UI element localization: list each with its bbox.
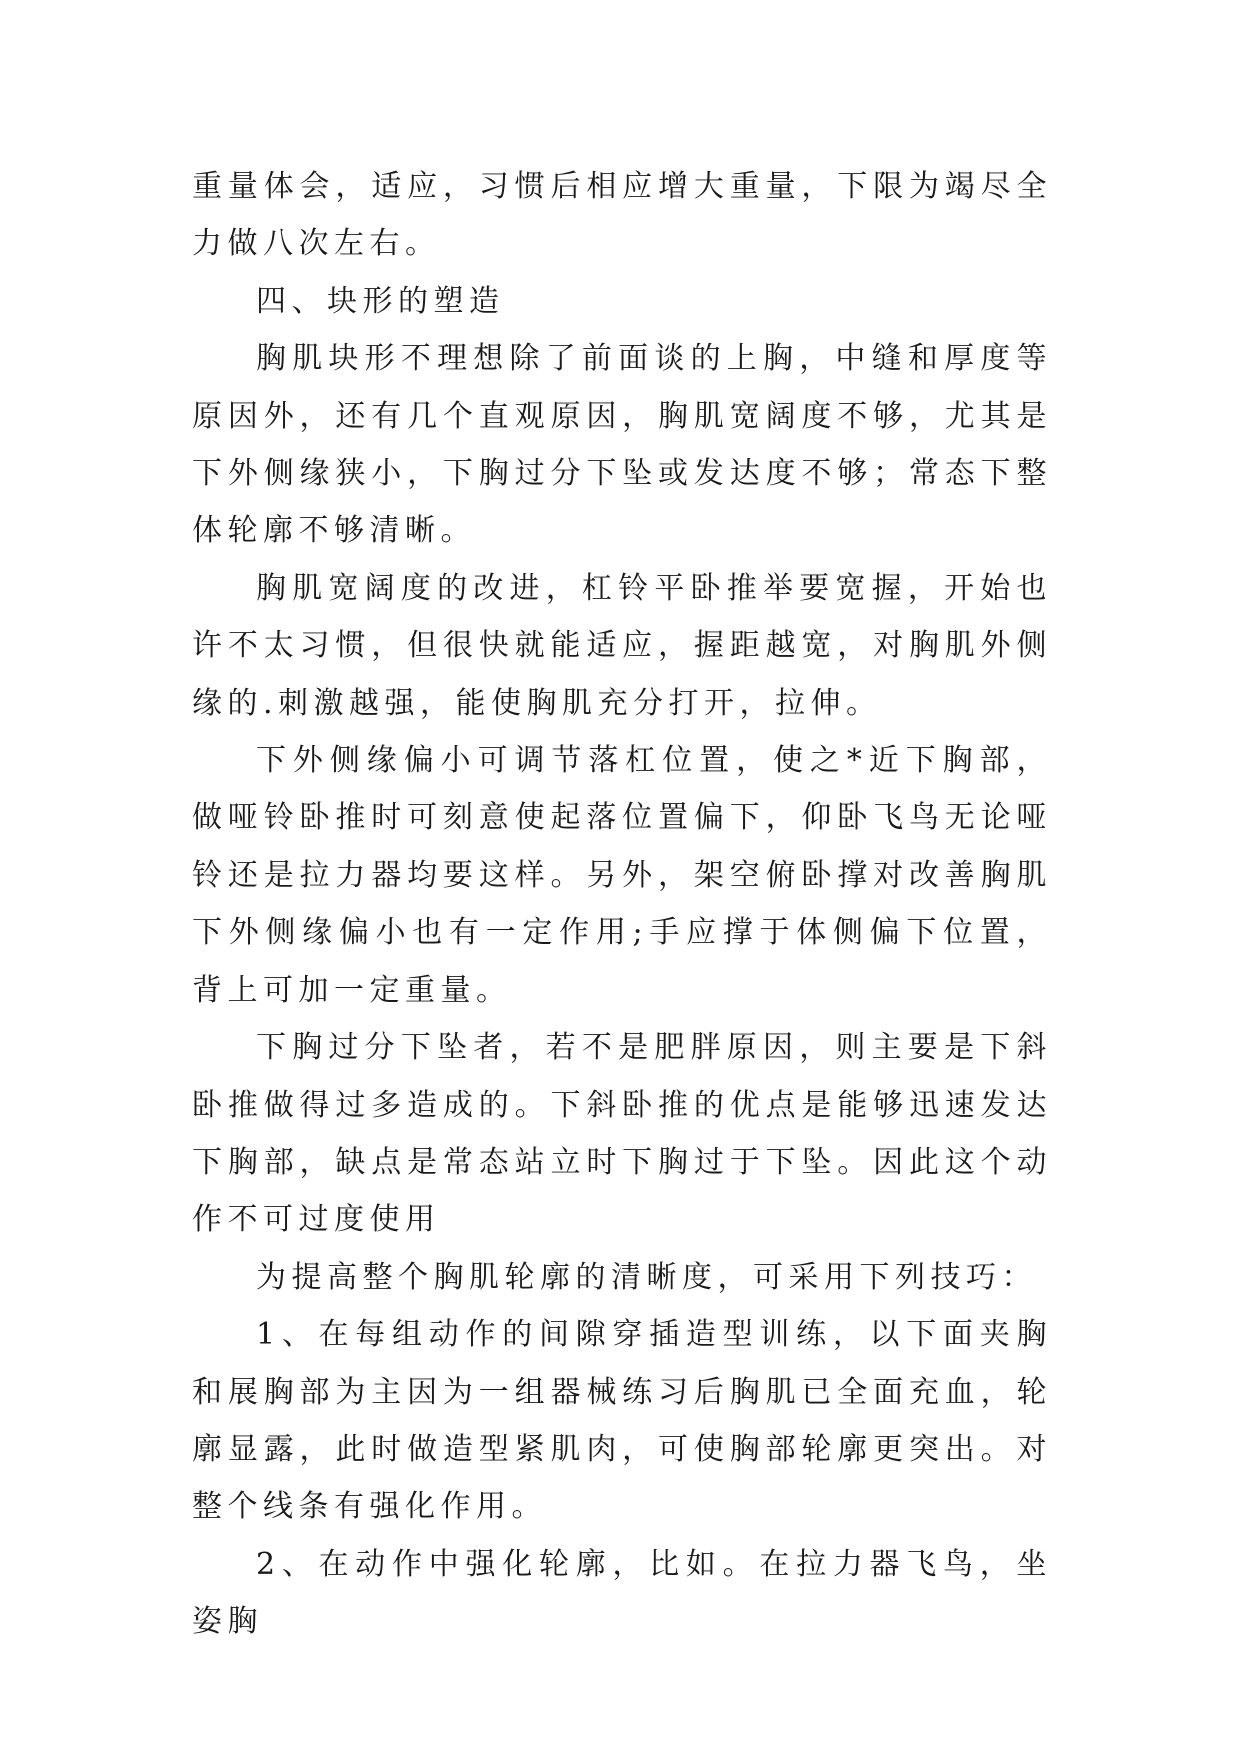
paragraph: 为提高整个胸肌轮廓的清晰度，可采用下列技巧： — [256, 1259, 1037, 1295]
document-body — [192, 158, 1052, 1651]
list-item: 2、在动作中强化轮廓，比如。在拉力器飞鸟，坐姿胸 — [192, 1546, 1052, 1640]
paragraph: 下胸过分下坠者，若不是肥胖原因，则主要是下斜卧推做得过多造成的。下斜卧推的优点是能够迅速发达下胸部，缺点是常态站立时下胸过于下坠。因此这个动作不可过度使用 — [192, 1030, 1052, 1238]
paragraph-continuation: 重量体会，适应，习惯后相应增大重量，下限为竭尽全力做八次左右。 — [192, 169, 1052, 262]
list-item: 1、在每组动作的间隙穿插造型训练，以下面夹胸和展胸部为主因为一组器械练习后胸肌已全面充血，轮廓显露，此时做造型紧肌肉，可使胸部轮廓更突出。对整个线条有强化作用。 — [192, 1317, 1052, 1525]
paragraph: 胸肌块形不理想除了前面谈的上胸，中缝和厚度等原因外，还有几个直观原因，胸肌宽阔度不够，尤其是下外侧缘狭小，下胸过分下坠或发达度不够；常态下整体轮廓不够清晰。 — [192, 341, 1052, 549]
paragraph: 下外侧缘偏小可调节落杠位置，使之*近下胸部，做哑铃卧推时可刻意使起落位置偏下，仰卧飞鸟无论哑铃还是拉力器均要这样。另外，架空俯卧撑对改善胸肌下外侧缘偏小也有一定作用;手应撑于体侧偏下位置，背上可加一定重量。 — [192, 743, 1052, 1008]
paragraph: 胸肌宽阔度的改进，杠铃平卧推举要宽握，开始也许不太习惯，但很快就能适应，握距越宽，对胸肌外侧缘的.刺激越强，能使胸肌充分打开，拉伸。 — [192, 570, 1052, 721]
section-heading: 四、块形的塑造 — [256, 283, 505, 319]
